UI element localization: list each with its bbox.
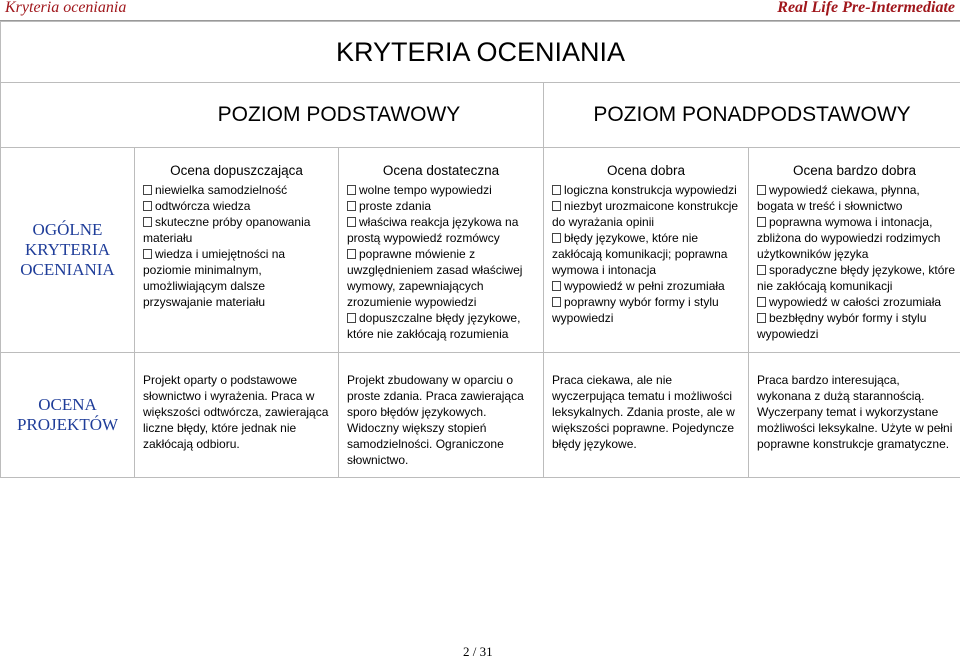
general-cell-dobra: [544, 178, 749, 353]
box-bullet-icon: [552, 281, 561, 291]
criterion-item: niewielka samodzielność: [143, 182, 335, 198]
criterion-item: wiedza i umiejętności na poziomie minimalnym, umożliwiającym dalsze przyswajanie materiału: [143, 246, 335, 310]
document-title: KRYTERIA OCENIANIA: [1, 22, 960, 83]
box-bullet-icon: [552, 297, 561, 307]
box-bullet-icon: [143, 185, 152, 195]
general-cell-dopuszczajaca: [135, 178, 339, 353]
general-cell-bardzo-dobra: [749, 178, 960, 353]
criterion-item: poprawny wybór formy i stylu wypowiedzi: [552, 294, 745, 326]
criterion-item: sporadyczne błędy językowe, które nie zakłócają komunikacji: [757, 262, 957, 294]
box-bullet-icon: [347, 313, 356, 323]
box-bullet-icon: [757, 185, 766, 195]
grade-header-dobra: Ocena dobra: [544, 148, 749, 179]
criteria-table: [0, 21, 960, 478]
box-bullet-icon: [347, 201, 356, 211]
criterion-item: wolne tempo wypowiedzi: [347, 182, 540, 198]
box-bullet-icon: [552, 185, 561, 195]
box-bullet-icon: [347, 217, 356, 227]
criterion-item: wypowiedź w całości zrozumiała: [757, 294, 957, 310]
box-bullet-icon: [552, 233, 561, 243]
box-bullet-icon: [143, 217, 152, 227]
running-header-left: Kryteria oceniania: [5, 0, 126, 17]
grade-header-dopuszczajaca: Ocena dopuszczająca: [135, 148, 339, 179]
criterion-item: właściwa reakcja językowa na prostą wypowiedź rozmówcy: [347, 214, 540, 246]
box-bullet-icon: [757, 217, 766, 227]
criterion-item: bezbłędny wybór formy i stylu wypowiedzi: [757, 310, 957, 342]
criterion-item: niezbyt urozmaicone konstrukcje do wyrażania opinii: [552, 198, 745, 230]
grade-header-dostateczna: Ocena dostateczna: [339, 148, 544, 179]
criterion-item: poprawna wymowa i intonacja, zbliżona do wypowiedzi rodzimych użytkowników języka: [757, 214, 957, 262]
criterion-item: wypowiedź w pełni zrozumiała: [552, 278, 745, 294]
criterion-item: wypowiedź ciekawa, płynna, bogata w treść i słownictwo: [757, 182, 957, 214]
general-criteria-label: [1, 148, 135, 353]
general-label-line: KRYTERIA: [1, 240, 134, 260]
general-label-line: OCENIANIA: [1, 260, 134, 280]
level-basic: POZIOM PODSTAWOWY: [1, 83, 544, 148]
box-bullet-icon: [757, 313, 766, 323]
project-cell-dobra: Praca ciekawa, ale nie wyczerpująca tematu i możliwości leksykalnych. Zdania proste, ale w większości poprawne. Pojedyncze błędy językowe.: [544, 353, 749, 478]
grade-header-bardzo-dobra: Ocena bardzo dobra: [749, 148, 960, 179]
project-label-line: PROJEKTÓW: [1, 415, 134, 435]
running-header-right: Real Life Pre-Intermediate: [777, 0, 955, 17]
criterion-item: błędy językowe, które nie zakłócają komunikacji; poprawna wymowa i intonacja: [552, 230, 745, 278]
criterion-item: dopuszczalne błędy językowe, które nie zakłócają rozumienia: [347, 310, 540, 342]
general-cell-dostateczna: [339, 178, 544, 353]
page-number: 2 / 31: [463, 644, 493, 660]
level-advanced: POZIOM PONADPODSTAWOWY: [544, 83, 960, 148]
box-bullet-icon: [757, 297, 766, 307]
box-bullet-icon: [347, 249, 356, 259]
box-bullet-icon: [552, 201, 561, 211]
project-cell-dopuszczajaca: Projekt oparty o podstawowe słownictwo i wyrażenia. Praca w większości odtwórcza, zawierająca liczne błędy, które jednak nie zakłócają odbioru.: [135, 353, 339, 478]
box-bullet-icon: [757, 265, 766, 275]
general-label-line: OGÓLNE: [1, 220, 134, 240]
project-cell-dostateczna: Projekt zbudowany w oparciu o proste zdania. Praca zawierająca sporo błędów językowych. Widoczny większy stopień samodzielności. Ograniczone słownictwo.: [339, 353, 544, 478]
criterion-item: logiczna konstrukcja wypowiedzi: [552, 182, 745, 198]
box-bullet-icon: [143, 249, 152, 259]
criterion-item: proste zdania: [347, 198, 540, 214]
project-label-line: OCENA: [1, 395, 134, 415]
criterion-item: skuteczne próby opanowania materiału: [143, 214, 335, 246]
box-bullet-icon: [347, 185, 356, 195]
criterion-item: odtwórcza wiedza: [143, 198, 335, 214]
project-assessment-label: [1, 353, 135, 478]
criterion-item: poprawne mówienie z uwzględnieniem zasad właściwej wymowy, zapewniających zrozumienie wypowiedzi: [347, 246, 540, 310]
project-cell-bardzo-dobra: Praca bardzo interesująca, wykonana z dużą starannością. Wyczerpany temat i wykorzystane możliwości leksykalne. Użyte w pełni poprawne konstrukcje gramatyczne.: [749, 353, 960, 478]
box-bullet-icon: [143, 201, 152, 211]
